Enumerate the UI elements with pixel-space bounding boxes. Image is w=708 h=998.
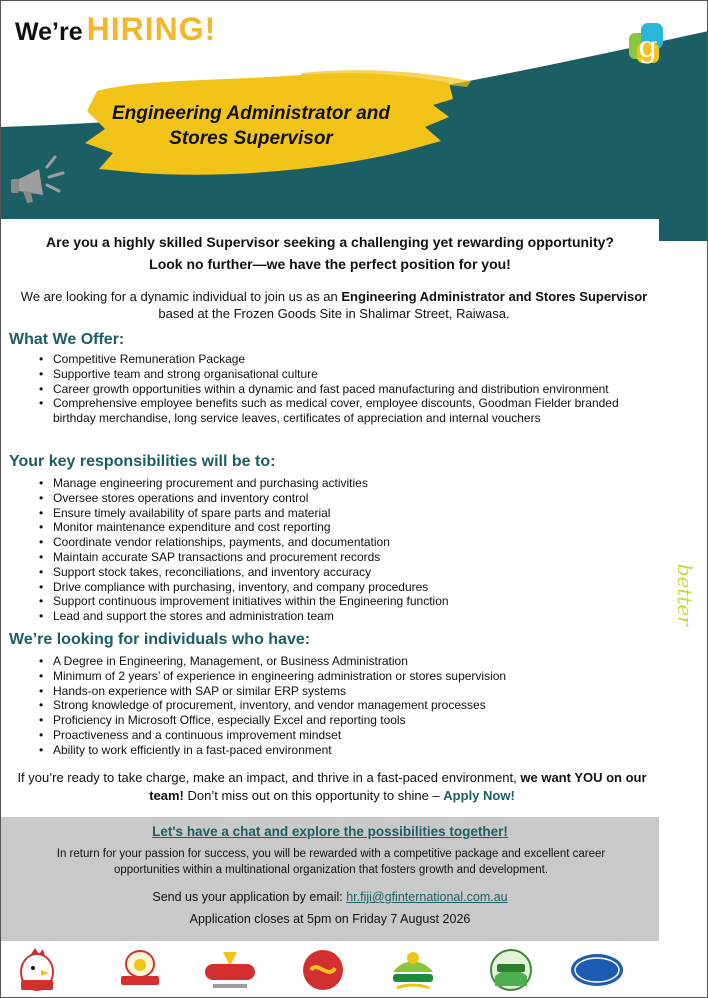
- apply-now-text: Apply Now!: [443, 788, 515, 803]
- list-item: • Support stock takes, reconciliations, and inventory accuracy: [39, 565, 649, 580]
- vertical-slogan: [671, 273, 701, 843]
- list-item: • Monitor maintenance expenditure and cost reporting: [39, 520, 649, 535]
- crest-chicken-logo-icon: [15, 946, 59, 994]
- page-title: [15, 11, 216, 48]
- responsibilities-list: [39, 476, 649, 624]
- offer-list: [39, 352, 649, 426]
- list-item: • Supportive team and strong organisational culture: [39, 367, 649, 382]
- responsibilities-heading: Your key responsibilities will be to:: [9, 453, 276, 470]
- list-item: • Career growth opportunities within a dynamic and fast paced manufacturing and distribution environment: [39, 382, 649, 397]
- list-item: • Comprehensive employee benefits such as medical cover, employee discounts, Goodman Fielder branded birthday merchandise, long service leaves, certificates of appreciation and internal vouchers: [39, 396, 649, 426]
- contact-paragraph: In return for your passion for success, you will be rewarded with a competitive package and excellent career opportunities within a multinational organization that fosters growth and development.: [56, 848, 606, 876]
- list-item: • Proactiveness and a continuous improvement mindset: [39, 728, 649, 743]
- main-content: [1, 219, 659, 817]
- company-logo: [605, 19, 701, 93]
- job-title: [71, 101, 431, 151]
- intro-paragraph: We are looking for a dynamic individual to join us as an Engineering Administrator and Stores Supervisor based at the Frozen Goods Site in Shalimar Street, Raiwasa.: [20, 289, 648, 321]
- simply-logo-icon: [569, 946, 625, 994]
- list-item: • Ensure timely availability of spare parts and material: [39, 506, 649, 521]
- crest-eggs-logo-icon: [117, 946, 163, 994]
- list-item: • Hands-on experience with SAP or similar ERP systems: [39, 684, 649, 699]
- list-item: • Proficiency in Microsoft Office, especially Excel and reporting tools: [39, 713, 649, 728]
- slogan-accent: better: [673, 563, 697, 626]
- contact-heading: Let's have a chat and explore the possibilities together!: [152, 824, 508, 839]
- requirements-heading: We’re looking for individuals who have:: [9, 631, 311, 648]
- logo-wordmark: goodman fielder: [610, 77, 696, 89]
- list-item: • Competitive Remuneration Package: [39, 352, 649, 367]
- list-item: • Strong knowledge of procurement, inventory, and vendor management processes: [39, 698, 649, 713]
- tuckers-ice-cream-logo-icon: [203, 946, 257, 994]
- country-kitchen-logo-icon: [387, 946, 439, 994]
- job-title-line2: Stores Supervisor: [169, 128, 333, 149]
- closing-date: Application closes at 5pm on Friday 7 August 2026: [189, 912, 471, 926]
- closing-emphasis: we want YOU on our team!: [149, 770, 647, 803]
- brand-strip: [1, 941, 708, 998]
- list-item: • Ability to work efficiently in a fast-paced environment: [39, 743, 649, 758]
- title-highlight: HIRING!: [86, 11, 217, 47]
- intro-question: Are you a highly skilled Supervisor seeking a challenging yet rewarding opportunity? Look no further—we have the perfect position for you!: [46, 234, 614, 272]
- offer-heading: What We Offer:: [9, 331, 125, 348]
- twisties-logo-icon: [301, 946, 345, 994]
- goodman-fielder-logo-icon: [625, 19, 671, 71]
- list-item: • Lead and support the stores and administration team: [39, 609, 649, 624]
- title-lead: We’re: [15, 18, 83, 46]
- list-item: • Maintain accurate SAP transactions and procurement records: [39, 550, 649, 565]
- fieldees-logo-icon: [489, 946, 533, 994]
- list-item: • Manage engineering procurement and purchasing activities: [39, 476, 649, 491]
- requirements-list: [39, 654, 649, 758]
- list-item: • A Degree in Engineering, Management, or Business Administration: [39, 654, 649, 669]
- closing-statement: If you’re ready to take charge, make an impact, and thrive in a fast-paced environment, we want YOU on our team! Don’t miss out on this opportunity to shine – Apply Now!: [17, 770, 647, 803]
- contact-box: [1, 817, 659, 941]
- email-link[interactable]: hr.fiji@gfinternational.com.au: [346, 890, 508, 904]
- list-item: • Drive compliance with purchasing, inventory, and company procedures: [39, 580, 649, 595]
- svg-text:g: g: [638, 30, 658, 65]
- list-item: • Oversee stores operations and inventory control: [39, 491, 649, 506]
- send-application: Send us your application by email: hr.fiji@gfinternational.com.au: [152, 890, 508, 904]
- intro-role: Engineering Administrator and Stores Supervisor: [341, 289, 648, 304]
- list-item: • Coordinate vendor relationships, payments, and documentation: [39, 535, 649, 550]
- slogan-end: FOR EVERYONE: [673, 631, 697, 804]
- list-item: • Support continuous improvement initiatives within the Engineering function: [39, 594, 649, 609]
- slogan-start: MAKING EVERYDAY FOOD: [673, 273, 697, 558]
- job-title-line1: Engineering Administrator and: [112, 103, 390, 124]
- megaphone-icon: [9, 151, 73, 207]
- list-item: • Minimum of 2 years’ of experience in engineering administration or stores supervision: [39, 669, 649, 684]
